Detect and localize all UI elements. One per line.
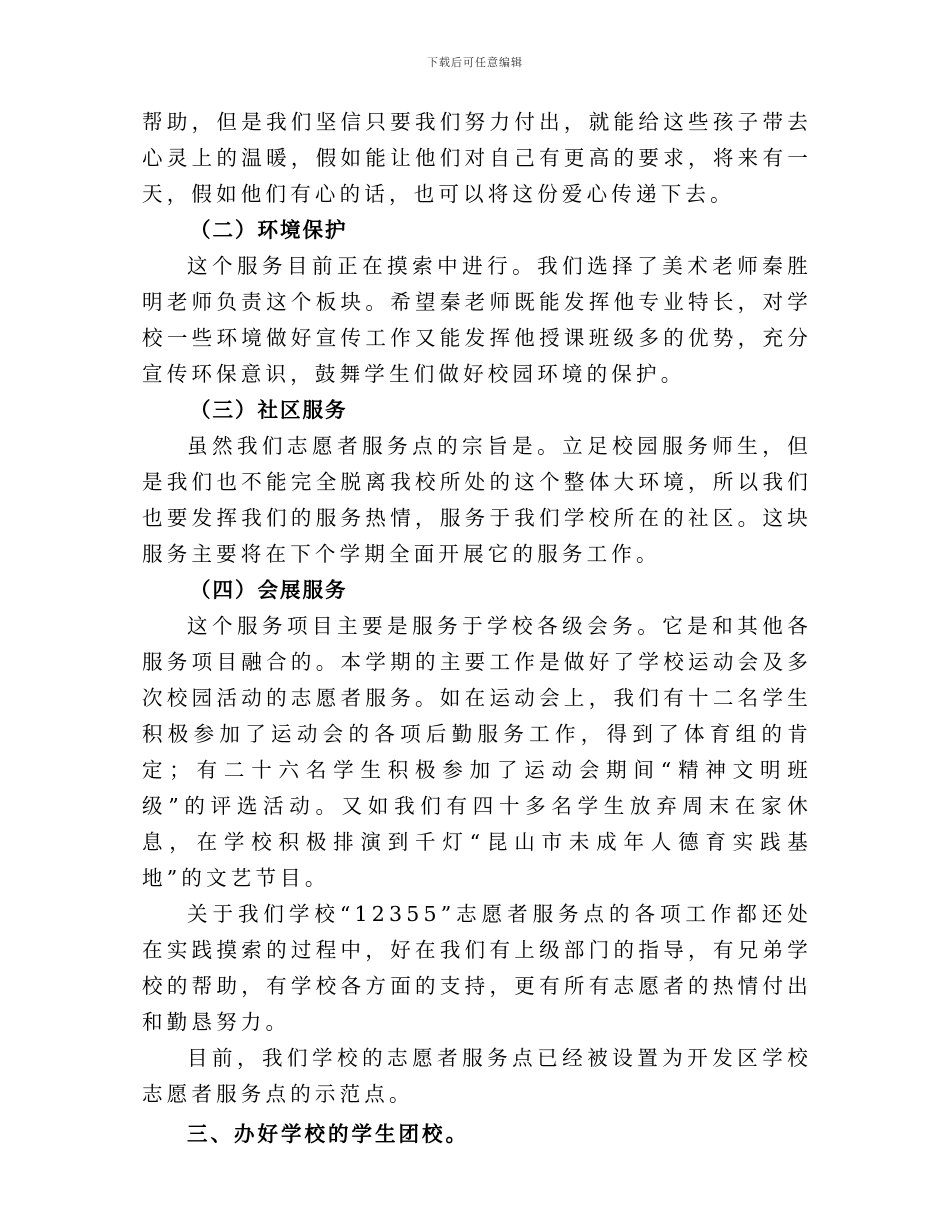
heading-environment-protection: （二）环境保护 xyxy=(190,218,348,242)
paragraph-community-service: 虽然我们志愿者服务点的宗旨是。立足校园服务师生，但是我们也不能完全脱离我校所处的这个整体大环境，所以我们也要发挥我们的服务热情，服务于我们学校所在的社区。这块服务主要将在下个学期全面开展它的服务工作。 xyxy=(142,434,812,566)
heading-exhibition-service: （四）会展服务 xyxy=(190,578,348,602)
paragraph-exhibition-service: 这个服务项目主要是服务于学校各级会务。它是和其他各服务项目融合的。本学期的主要工作是做好了学校运动会及多次校园活动的志愿者服务。如在运动会上，我们有十二名学生积极参加了运动会的各项后勤服务工作，得到了体育组的肯定；有二十六名学生积极参加了运动会期间“精神文明班级”的评选活动。又如我们有四十多名学生放弃周末在家休息，在学校积极排演到千灯“昆山市未成年人德育实践基地”的文艺节目。 xyxy=(142,614,812,890)
paragraph-environment-protection: 这个服务目前正在摸索中进行。我们选择了美术老师秦胜明老师负责这个板块。希望秦老师既能发挥他专业特长，对学校一些环境做好宣传工作又能发挥他授课班级多的优势，充分宣传环保意识，鼓舞学生们做好校园环境的保护。 xyxy=(142,254,812,386)
document-body xyxy=(142,104,812,1152)
paragraph-continuation: 帮助，但是我们坚信只要我们努力付出，就能给这些孩子带去心灵上的温暖，假如能让他们对自己有更高的要求，将来有一天，假如他们有心的话，也可以将这份爱心传递下去。 xyxy=(142,110,812,206)
paragraph-summary: 关于我们学校“12355”志愿者服务点的各项工作都还处在实践摸索的过程中，好在我们有上级部门的指导，有兄弟学校的帮助，有学校各方面的支持，更有所有志愿者的热情付出和勤恳努力。 xyxy=(142,902,812,1034)
paragraph-demonstration-point: 目前，我们学校的志愿者服务点已经被设置为开发区学校志愿者服务点的示范点。 xyxy=(142,1046,812,1106)
heading-community-service: （三）社区服务 xyxy=(190,398,348,422)
page-header: 下载后可任意编辑 xyxy=(427,56,523,69)
section-heading-student-league-school: 三、办好学校的学生团校。 xyxy=(187,1122,469,1146)
